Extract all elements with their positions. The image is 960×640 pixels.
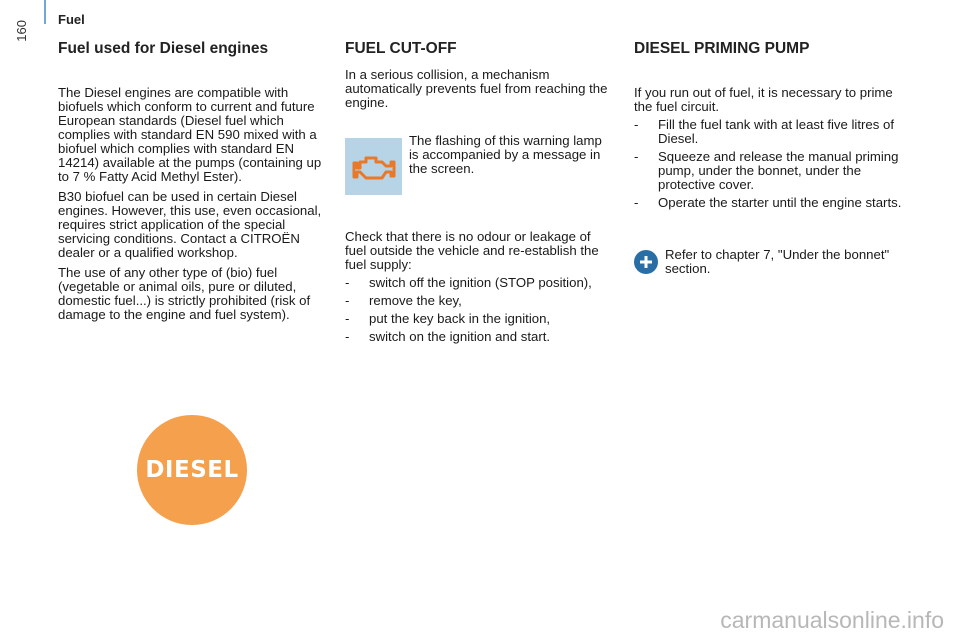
list-item: - put the key back in the ignition, xyxy=(345,312,615,326)
list-item: - switch off the ignition (STOP position), xyxy=(345,276,615,290)
page-number: 160 xyxy=(14,20,29,42)
paragraph-compatibility: The Diesel engines are compatible with biofuels which conform to current and future European standards (Diesel fuel which complies with standard EN 590 mixed with a biofuel which complies with standard EN 14214) available at the pumps (containing up to 7 % Fatty Acid Methyl Ester). xyxy=(58,85,322,184)
paragraph-check: Check that there is no odour or leakage of fuel outside the vehicle and re-establish the fuel supply: xyxy=(345,229,599,272)
heading-fuel-cutoff: FUEL CUT-OFF xyxy=(345,40,457,57)
list-item: - Operate the starter until the engine starts. xyxy=(634,196,906,210)
diesel-badge xyxy=(137,415,247,525)
heading-fuel-diesel: Fuel used for Diesel engines xyxy=(58,40,269,57)
plus-circle-icon xyxy=(634,250,658,274)
column-fuel-cutoff xyxy=(345,42,615,348)
side-rule xyxy=(44,0,46,24)
list-item: - switch on the ignition and start. xyxy=(345,330,615,344)
diesel-badge-label: DIESEL xyxy=(145,457,239,483)
note-block xyxy=(634,248,906,288)
list-item: - Squeeze and release the manual priming pump, under the bonnet, under the protective cover. xyxy=(634,150,906,192)
paragraph-priming-intro: If you run out of fuel, it is necessary to prime the fuel circuit. xyxy=(634,85,893,114)
list-item: - Fill the fuel tank with at least five litres of Diesel. xyxy=(634,118,906,146)
warning-block xyxy=(345,134,615,194)
note-text: Refer to chapter 7, "Under the bonnet" section. xyxy=(665,247,890,276)
column-fuel-diesel xyxy=(58,42,330,322)
paragraph-prohibited: The use of any other type of (bio) fuel (vegetable or animal oils, pure or diluted, domestic fuel...) is strictly prohibited (risk of damage to the engine and fuel system). xyxy=(58,265,311,322)
heading-priming-pump: DIESEL PRIMING PUMP xyxy=(634,40,810,57)
list-item: - remove the key, xyxy=(345,294,615,308)
watermark: carmanualsonline.info xyxy=(720,607,944,633)
section-title: Fuel xyxy=(58,12,85,27)
cutoff-steps-list xyxy=(345,276,615,344)
warning-text: The flashing of this warning lamp is accompanied by a message in the screen. xyxy=(409,133,602,176)
engine-warning-icon xyxy=(345,138,402,195)
paragraph-b30: B30 biofuel can be used in certain Diesel engines. However, this use, even occasional, requires strict application of the special servicing conditions. Contact a CITROËN dealer or a qualified workshop. xyxy=(58,189,322,260)
priming-steps-list xyxy=(634,118,906,210)
column-priming-pump xyxy=(634,42,906,288)
paragraph-cutoff-intro: In a serious collision, a mechanism automatically prevents fuel from reaching the engine. xyxy=(345,67,608,110)
